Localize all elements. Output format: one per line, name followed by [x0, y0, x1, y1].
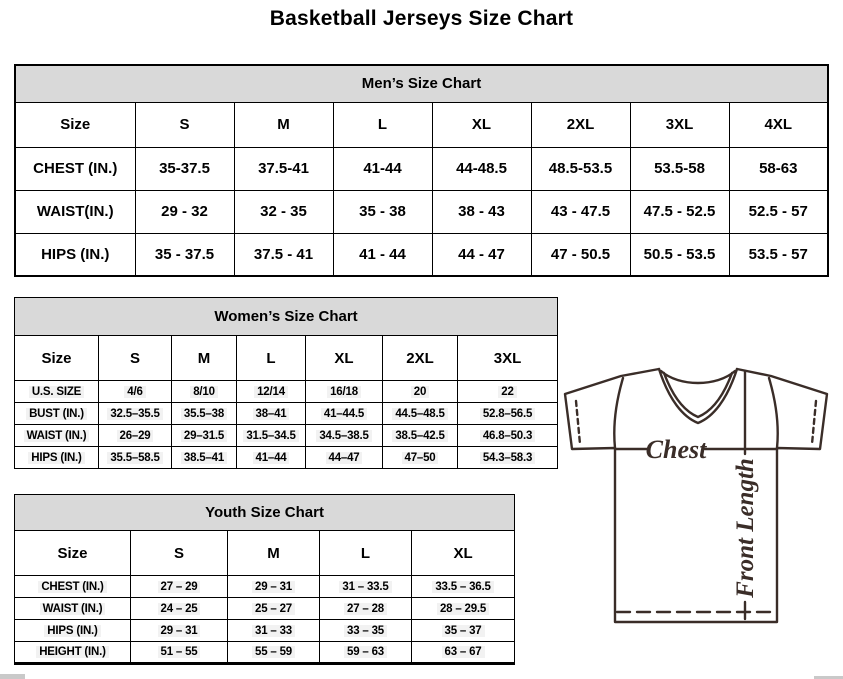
youth-col-xl: XL: [412, 531, 515, 576]
size-value-cell: 38.5–41: [172, 447, 237, 469]
womens-col-xl: XL: [306, 336, 383, 381]
womens-size-label: Size: [15, 336, 99, 381]
mens-col-4xl: 4XL: [729, 102, 828, 147]
left-armhole-seam: [614, 378, 623, 448]
womens-size-table: [14, 297, 558, 469]
size-value-cell: 16/18: [306, 381, 383, 403]
womens-col-l: L: [237, 336, 306, 381]
mens-col-3xl: 3XL: [630, 102, 729, 147]
size-value-cell: 26–29: [99, 425, 172, 447]
size-value-cell: 43 - 47.5: [531, 190, 630, 233]
mens-col-l: L: [333, 102, 432, 147]
table-row: [15, 381, 558, 403]
size-value-cell: 33 – 35: [320, 620, 412, 642]
size-value-cell: 59 – 63: [320, 642, 412, 664]
size-value-cell: 35.5–58.5: [99, 447, 172, 469]
size-value-cell: 27 – 29: [131, 576, 228, 598]
size-value-cell: 44–47: [306, 447, 383, 469]
size-value-cell: 47.5 - 52.5: [630, 190, 729, 233]
jersey-diagram-svg: [555, 360, 843, 679]
mens-col-s: S: [135, 102, 234, 147]
table-row: [15, 190, 828, 233]
youth-row-label: CHEST (IN.): [15, 576, 131, 598]
size-value-cell: 47 - 50.5: [531, 233, 630, 276]
table-row: [15, 447, 558, 469]
mens-col-m: M: [234, 102, 333, 147]
table-row: [15, 576, 515, 598]
size-value-cell: 31.5–34.5: [237, 425, 306, 447]
size-value-cell: 41-44: [333, 147, 432, 190]
mens-row-label: CHEST (IN.): [15, 147, 135, 190]
left-cuff-dashed-line: [576, 401, 580, 444]
size-value-cell: 53.5-58: [630, 147, 729, 190]
mens-size-label: Size: [15, 102, 135, 147]
size-value-cell: 52.5 - 57: [729, 190, 828, 233]
size-value-cell: 20: [383, 381, 458, 403]
size-value-cell: 53.5 - 57: [729, 233, 828, 276]
womens-col-s: S: [99, 336, 172, 381]
size-value-cell: 34.5–38.5: [306, 425, 383, 447]
size-value-cell: 47–50: [383, 447, 458, 469]
size-value-cell: 31 – 33: [228, 620, 320, 642]
right-cuff-dashed-line: [812, 401, 816, 444]
table-row: [15, 147, 828, 190]
womens-col-2xl: 2XL: [383, 336, 458, 381]
size-value-cell: 37.5 - 41: [234, 233, 333, 276]
front-length-label: Front Length: [732, 458, 759, 598]
size-value-cell: 28 – 29.5: [412, 598, 515, 620]
size-value-cell: 29 – 31: [228, 576, 320, 598]
youth-col-m: M: [228, 531, 320, 576]
size-value-cell: 8/10: [172, 381, 237, 403]
size-value-cell: 31 – 33.5: [320, 576, 412, 598]
womens-col-3xl: 3XL: [458, 336, 558, 381]
mens-row-label: HIPS (IN.): [15, 233, 135, 276]
size-value-cell: 38.5–42.5: [383, 425, 458, 447]
youth-band-row: [15, 495, 515, 531]
youth-col-l: L: [320, 531, 412, 576]
jersey-outline: [565, 369, 827, 622]
youth-row-label: HEIGHT (IN.): [15, 642, 131, 664]
mens-band-row: [15, 65, 828, 102]
size-value-cell: 58-63: [729, 147, 828, 190]
size-value-cell: 29 - 32: [135, 190, 234, 233]
size-value-cell: 32 - 35: [234, 190, 333, 233]
page-title: Basketball Jerseys Size Chart: [269, 7, 574, 30]
size-value-cell: 35-37.5: [135, 147, 234, 190]
mens-size-table: [14, 64, 829, 277]
size-value-cell: 63 – 67: [412, 642, 515, 664]
table-row: [15, 403, 558, 425]
right-armhole-seam: [769, 378, 778, 448]
size-value-cell: 48.5-53.5: [531, 147, 630, 190]
size-value-cell: 37.5-41: [234, 147, 333, 190]
youth-size-label: Size: [15, 531, 131, 576]
size-value-cell: 33.5 – 36.5: [412, 576, 515, 598]
size-value-cell: 44-48.5: [432, 147, 531, 190]
size-value-cell: 12/14: [237, 381, 306, 403]
collar-arc-top: [661, 371, 735, 383]
size-value-cell: 29–31.5: [172, 425, 237, 447]
size-value-cell: 4/6: [99, 381, 172, 403]
size-value-cell: 24 – 25: [131, 598, 228, 620]
size-value-cell: 41–44.5: [306, 403, 383, 425]
womens-band-row: [15, 298, 558, 336]
youth-size-table: [14, 494, 515, 665]
size-value-cell: 50.5 - 53.5: [630, 233, 729, 276]
table-row: [15, 233, 828, 276]
youth-chart-title: Youth Size Chart: [15, 495, 515, 531]
size-value-cell: 35 - 38: [333, 190, 432, 233]
womens-col-m: M: [172, 336, 237, 381]
size-value-cell: 38–41: [237, 403, 306, 425]
mens-row-label: WAIST(IN.): [15, 190, 135, 233]
mens-size-header-row: [15, 102, 828, 147]
youth-row-label: HIPS (IN.): [15, 620, 131, 642]
size-value-cell: 44.5–48.5: [383, 403, 458, 425]
size-value-cell: 46.8–50.3: [458, 425, 558, 447]
size-value-cell: 54.3–58.3: [458, 447, 558, 469]
womens-row-label: U.S. SIZE: [15, 381, 99, 403]
chest-label: Chest: [645, 435, 707, 464]
womens-size-header-row: [15, 336, 558, 381]
size-value-cell: 32.5–35.5: [99, 403, 172, 425]
youth-col-s: S: [131, 531, 228, 576]
size-value-cell: 25 – 27: [228, 598, 320, 620]
mens-col-2xl: 2XL: [531, 102, 630, 147]
size-value-cell: 41–44: [237, 447, 306, 469]
size-value-cell: 41 - 44: [333, 233, 432, 276]
size-value-cell: 52.8–56.5: [458, 403, 558, 425]
size-value-cell: 35 – 37: [412, 620, 515, 642]
table-row: [15, 425, 558, 447]
womens-row-label: BUST (IN.): [15, 403, 99, 425]
womens-row-label: WAIST (IN.): [15, 425, 99, 447]
womens-row-label: HIPS (IN.): [15, 447, 99, 469]
womens-chart-title: Women’s Size Chart: [15, 298, 558, 336]
size-value-cell: 51 – 55: [131, 642, 228, 664]
youth-row-label: WAIST (IN.): [15, 598, 131, 620]
size-value-cell: 35.5–38: [172, 403, 237, 425]
size-value-cell: 38 - 43: [432, 190, 531, 233]
size-value-cell: 27 – 28: [320, 598, 412, 620]
bottom-left-artifact: [0, 674, 25, 679]
size-value-cell: 55 – 59: [228, 642, 320, 664]
table-row: [15, 598, 515, 620]
jersey-measurement-diagram: [555, 360, 843, 679]
table-row: [15, 620, 515, 642]
size-value-cell: 44 - 47: [432, 233, 531, 276]
size-value-cell: 22: [458, 381, 558, 403]
size-value-cell: 35 - 37.5: [135, 233, 234, 276]
table-row: [15, 642, 515, 664]
size-value-cell: 29 – 31: [131, 620, 228, 642]
mens-chart-title: Men’s Size Chart: [15, 65, 828, 102]
youth-size-header-row: [15, 531, 515, 576]
mens-col-xl: XL: [432, 102, 531, 147]
